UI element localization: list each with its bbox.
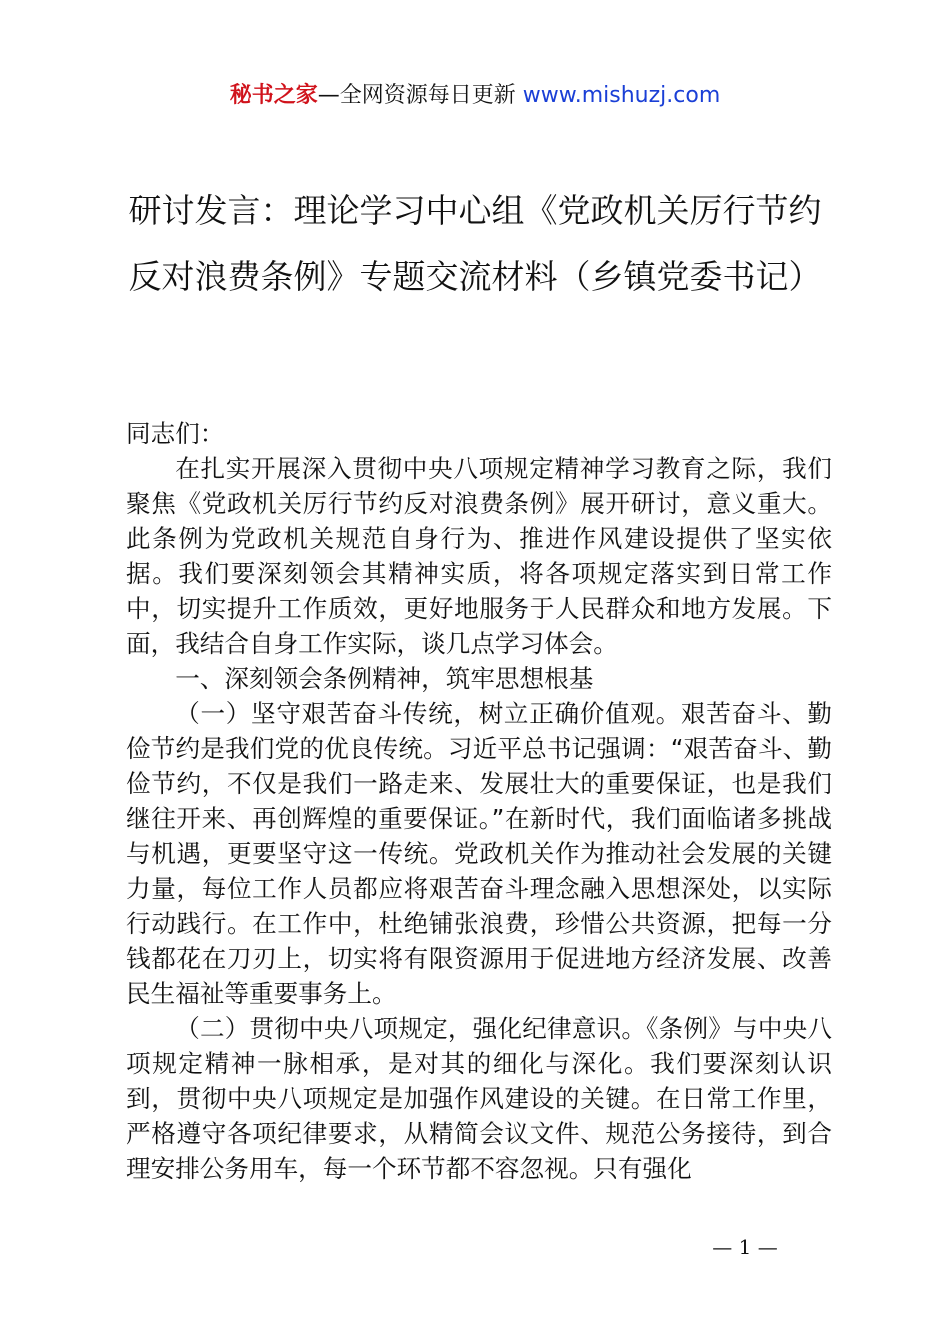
site-slogan: —全网资源每日更新 [317,83,523,108]
paragraph-intro: 在扎实开展深入贯彻中央八项规定精神学习教育之际，我们聚焦《党政机关厉行节约反对浪费条例》展开研讨，意义重大。此条例为党政机关规范自身行为、推进作风建设提供了坚实依据。我们要深刻领会其精神实质，将各项规定落实到日常工作中，切实提升工作质效，更好地服务于人民群众和地方发展。下面，我结合自身工作实际，谈几点学习体会。 [126,454,832,658]
site-url-link[interactable]: www.mishuzj.com [522,83,721,108]
page-number: — 1 — [712,1235,778,1259]
section-heading-1: 一、深刻领会条例精神，筑牢思想根基 [175,664,594,693]
paragraph-subsection-2: （二）贯彻中央八项规定，强化纪律意识。《条例》与中央八项规定精神一脉相承，是对其的细化与深化。我们要深刻认识到，贯彻中央八项规定是加强作风建设的关键。在日常工作里，严格遵守各项纪律要求，从精简会议文件、规范公务接待，到合理安排公务用车，每一个环节都不容忽视。只有强化 [126,1014,832,1183]
site-header [0,80,950,112]
site-brand: 秘书之家 [229,83,318,108]
salutation: 同志们： [126,419,225,448]
paragraph-subsection-1: （一）坚守艰苦奋斗传统，树立正确价值观。艰苦奋斗、勤俭节约是我们党的优良传统。习近平总书记强调：“艰苦奋斗、勤俭节约，不仅是我们一路走来、发展壮大的重要保证，也是我们继往开来、再创辉煌的重要保证。”在新时代，我们面临诸多挑战与机遇，更要坚守这一传统。党政机关作为推动社会发展的关键力量，每位工作人员都应将艰苦奋斗理念融入思想深处，以实际行动践行。在工作中，杜绝铺张浪费，珍惜公共资源，把每一分钱都花在刀刃上，切实将有限资源用于促进地方经济发展、改善民生福祉等重要事务上。 [126,699,832,1008]
document-body [126,416,832,1186]
document-title: 研讨发言：理论学习中心组《党政机关厉行节约反对浪费条例》专题交流材料（乡镇党委书记） [128,191,822,296]
